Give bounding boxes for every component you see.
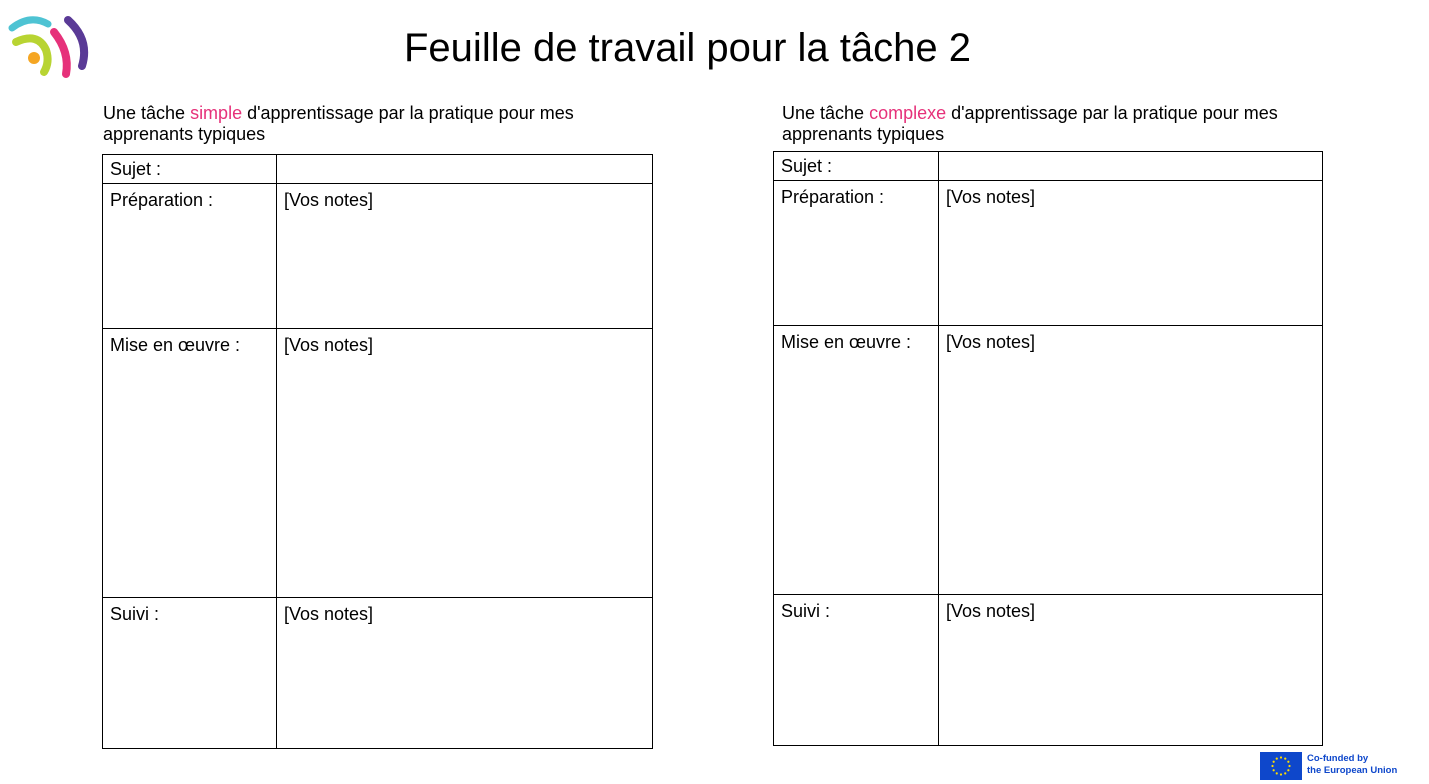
- row-label: Suivi :: [774, 595, 939, 746]
- mise-en-oeuvre-notes-field[interactable]: [Vos notes]: [277, 329, 653, 598]
- eu-cofunded-badge: [1260, 752, 1420, 782]
- eu-star: [1280, 773, 1282, 775]
- intro-text-after: d'apprentissage par la pratique pour mes apprenants typiques: [782, 103, 1278, 144]
- row-label: Mise en œuvre :: [774, 326, 939, 595]
- eu-line-2: the European Union: [1307, 765, 1398, 776]
- eu-star: [1276, 772, 1278, 774]
- table-row-mise-en-oeuvre: [103, 329, 653, 598]
- eu-star: [1271, 765, 1273, 767]
- row-label: Mise en œuvre :: [103, 329, 277, 598]
- mise-en-oeuvre-notes-field[interactable]: [Vos notes]: [939, 326, 1323, 595]
- table-row-suivi: [774, 595, 1323, 746]
- eu-star: [1284, 772, 1286, 774]
- row-label: Sujet :: [103, 155, 277, 184]
- preparation-notes-field[interactable]: [Vos notes]: [939, 181, 1323, 326]
- eu-star: [1287, 761, 1289, 763]
- row-label: Préparation :: [103, 184, 277, 329]
- eu-star: [1287, 769, 1289, 771]
- sujet-field[interactable]: [939, 152, 1323, 181]
- eu-star: [1273, 761, 1275, 763]
- suivi-notes-field[interactable]: [Vos notes]: [939, 595, 1323, 746]
- page-title: Feuille de travail pour la tâche 2: [404, 26, 971, 70]
- table-row-mise-en-oeuvre: [774, 326, 1323, 595]
- eu-star: [1284, 758, 1286, 760]
- intro-highlight-complex: complexe: [869, 103, 947, 123]
- sujet-field[interactable]: [277, 155, 653, 184]
- table-row-sujet: [774, 152, 1323, 181]
- eu-flag-icon: [1260, 752, 1302, 780]
- complex-task-intro: [782, 103, 1302, 145]
- table-row-preparation: [103, 184, 653, 329]
- row-label: Préparation :: [774, 181, 939, 326]
- preparation-notes-field[interactable]: [Vos notes]: [277, 184, 653, 329]
- table-row-preparation: [774, 181, 1323, 326]
- intro-text-before: Une tâche: [103, 103, 191, 123]
- eu-line-1: Co-funded by: [1307, 753, 1369, 764]
- row-label: Suivi :: [103, 598, 277, 749]
- intro-highlight-simple: simple: [190, 103, 243, 123]
- suivi-notes-field[interactable]: [Vos notes]: [277, 598, 653, 749]
- simple-task-intro: [103, 103, 623, 145]
- eu-star: [1276, 758, 1278, 760]
- simple-task-table: [102, 154, 653, 749]
- intro-text-before: Une tâche: [782, 103, 870, 123]
- complex-task-table: [773, 151, 1323, 746]
- eu-star: [1273, 769, 1275, 771]
- eu-cofunded-text: [1307, 753, 1397, 777]
- row-label: Sujet :: [774, 152, 939, 181]
- table-row-suivi: [103, 598, 653, 749]
- table-row-sujet: [103, 155, 653, 184]
- eu-star: [1280, 756, 1282, 758]
- intro-text-after: d'apprentissage par la pratique pour mes apprenants typiques: [103, 103, 574, 144]
- eu-star: [1288, 765, 1290, 767]
